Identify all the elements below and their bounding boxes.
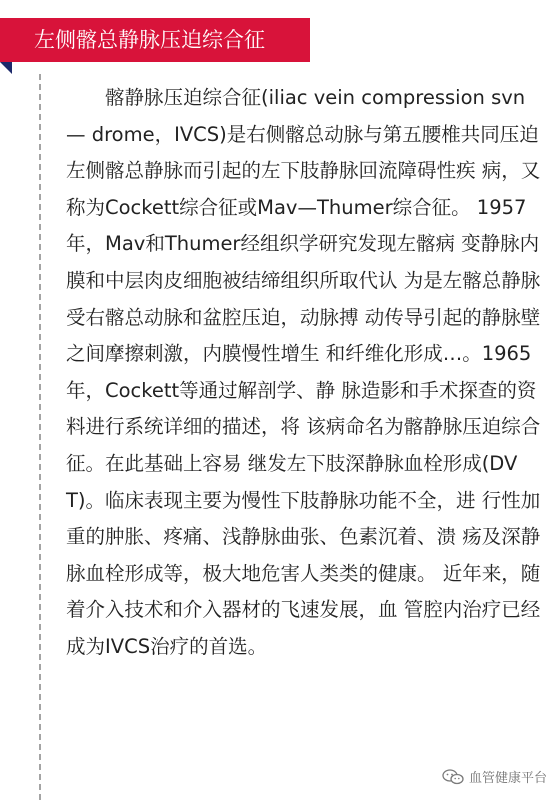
section-title: 左侧髂总静脉压迫综合征	[34, 28, 265, 52]
watermark	[442, 767, 547, 786]
watermark-label: 血管健康平台	[468, 771, 547, 786]
article-paragraph: 髂静脉压迫综合征(iliac vein compression svn— drome，IVCS)是右侧髂总动脉与第五腰椎共同压迫 左侧髂总静脉而引起的左下肢静脉回流障碍性疾 病，又称为Cockett综合征或Mav—Thumer综合征。 1957年，Mav和Thumer经组织学研究发现左髂病 变静脉内膜和中层肉皮细胞被结缔组织所取代认 为是左髂总静脉受右髂总动脉和盆腔压迫，动脉搏 动传导引起的静脉壁之间摩擦刺激，内膜慢性增生 和纤维化形成…。1965年，Cockett等通过解剖学、静 脉造影和手术探查的资料进行系统详细的描述，将 该病命名为髂静脉压迫综合征。在此基础上容易 继发左下肢深静脉血栓形成(DVT)。临床表现主要为慢性下肢静脉功能不全，进 行性加重的肿胀、疼痛、浅静脉曲张、色素沉着、溃 疡及深静脉血栓形成等，极大地危害人类类的健康。 近年来，随着介入技术和介入器材的飞速发展，血 管腔内治疗已经成为IVCS治疗的首选。	[66, 86, 541, 658]
dashed-divider	[39, 74, 41, 800]
section-header-fold	[0, 62, 12, 74]
wechat-icon	[442, 769, 464, 785]
